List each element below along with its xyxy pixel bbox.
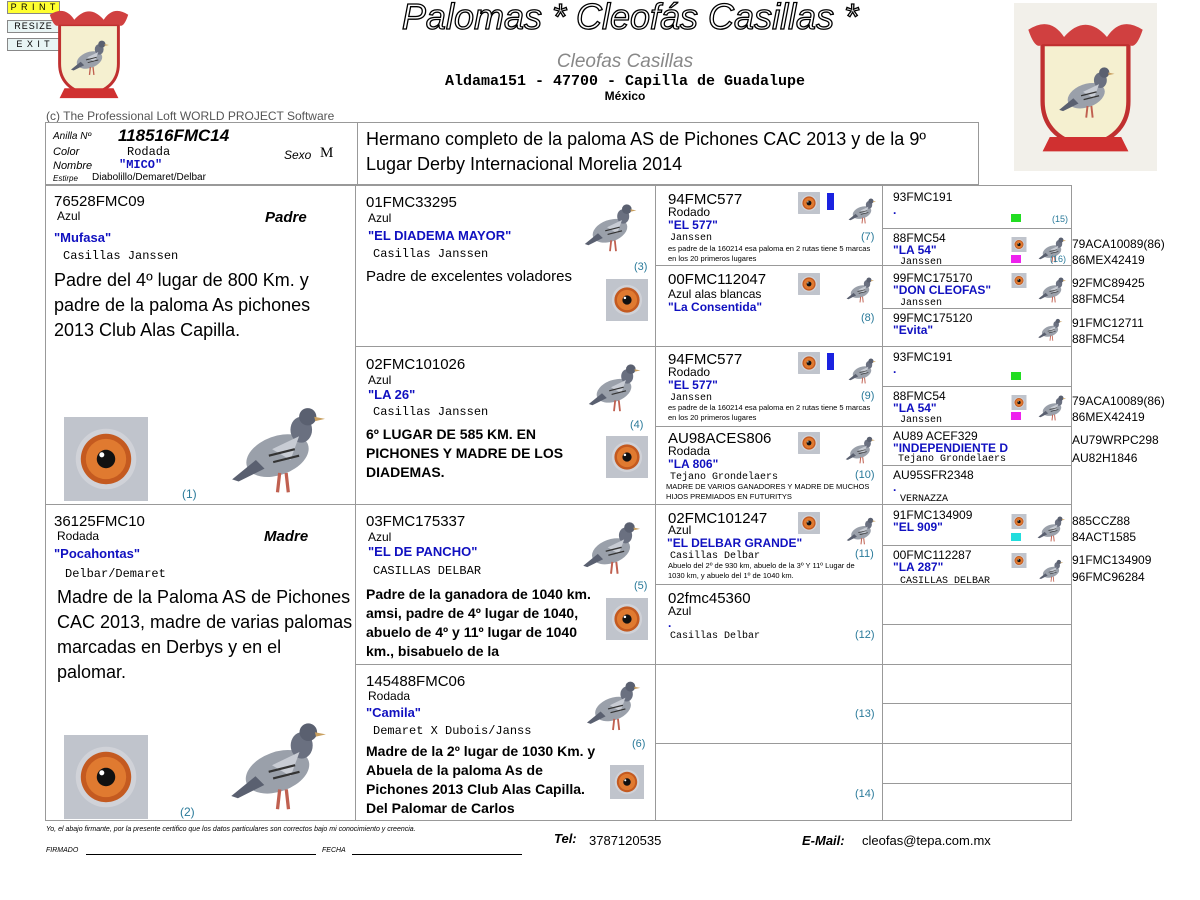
g3-10-eye-photo bbox=[797, 432, 821, 454]
g2-4-color: Rodada bbox=[368, 689, 411, 703]
father-pigeon-photo bbox=[220, 393, 335, 501]
g2-1-remark: Padre de excelentes voladores bbox=[366, 268, 572, 285]
g3-8-number: (8) bbox=[861, 312, 875, 324]
name-label: Nombre bbox=[53, 160, 93, 172]
g5-pair-7 bbox=[1072, 552, 1151, 586]
father-remark: Padre del 4º lugar de 800 Km. y padre de la paloma As pichones 2013 Club Alas Capilla. bbox=[54, 270, 311, 340]
g4-20-ring: 88FMC54 bbox=[893, 389, 946, 403]
g4-22-name: . bbox=[893, 480, 897, 494]
mother-name: "Pocahontas" bbox=[54, 546, 141, 561]
mother-color: Rodada bbox=[57, 529, 100, 543]
g3-12-name: . bbox=[668, 616, 672, 630]
g2-3-color: Azul bbox=[368, 530, 392, 544]
g2-3-pigeon-photo bbox=[578, 513, 644, 579]
exit-button[interactable]: E X I T bbox=[7, 38, 60, 51]
g2-1-number: (3) bbox=[634, 261, 648, 273]
g5-5b: AU82H1846 bbox=[1072, 451, 1138, 465]
g3-11-color: Azul bbox=[668, 523, 692, 537]
father-role: Padre bbox=[265, 209, 307, 226]
ring-label: Anilla Nº bbox=[53, 131, 92, 142]
g4-16-name: "LA 54" bbox=[893, 243, 937, 257]
g3-8-ring: 00FMC112047 bbox=[668, 271, 767, 288]
g4-19-name: . bbox=[893, 362, 897, 376]
g2-4-strain: Demaret X Dubois/Janss bbox=[373, 724, 532, 738]
g3-7-ring: 94FMC577 bbox=[668, 191, 743, 208]
software-credit: (c) The Professional Loft WORLD PROJECT Software bbox=[46, 109, 335, 123]
g3-10-remark: MADRE DE VARIOS GANADORES Y MADRE DE MUCHOS HIJOS PREMIADOS EN FUTURITYS bbox=[666, 482, 870, 501]
g3-7-number: (7) bbox=[861, 231, 875, 243]
g4-23-eye-photo bbox=[1010, 514, 1028, 529]
g3-10-ring: AU98ACES806 bbox=[668, 430, 772, 447]
g4-23-cyan-marker bbox=[1011, 533, 1021, 541]
g2-4-number: (6) bbox=[632, 738, 646, 750]
g4-21-ring: AU89 ACEF329 bbox=[893, 429, 978, 443]
g5-6b: 84ACT1585 bbox=[1072, 530, 1137, 544]
g4-18-pigeon-icon bbox=[1036, 315, 1064, 343]
g5-4a: 79ACA10089(86) bbox=[1072, 394, 1165, 408]
g4-17-eye-photo bbox=[1010, 273, 1028, 288]
g3-7-remark: es padre de la 160214 esa paloma en 2 rutas tiene 5 marcas en los 20 primeros lugares bbox=[668, 244, 871, 263]
father-ring: 76528FMC09 bbox=[54, 193, 145, 210]
g3-9-eye-photo bbox=[797, 352, 821, 374]
g2-2-number: (4) bbox=[630, 419, 644, 431]
g5-5a: AU79WRPC298 bbox=[1072, 433, 1159, 447]
g4-16-eye-photo bbox=[1010, 237, 1028, 252]
subject-strain: Diabolillo/Demaret/Delbar bbox=[92, 172, 206, 183]
g4-21-strain: Tejano Grondelaers bbox=[898, 454, 1007, 465]
g3-10-color: Rodada bbox=[668, 444, 711, 458]
g2-3-eye-photo bbox=[604, 598, 650, 640]
g2-3-number: (5) bbox=[634, 580, 648, 592]
g2-2-color: Azul bbox=[368, 373, 392, 387]
g5-pair-3 bbox=[1072, 315, 1144, 347]
owner-country: México bbox=[604, 89, 646, 103]
g2-4-name: "Camila" bbox=[366, 705, 421, 720]
g4-15-name: . bbox=[893, 203, 897, 217]
subject-color: Rodada bbox=[127, 145, 171, 159]
g3-10-pigeon-icon bbox=[841, 432, 879, 466]
g3-10-name: "LA 806" bbox=[668, 457, 719, 471]
g3-8-color: Azul alas blancas bbox=[668, 287, 762, 301]
g3-8-eye-photo bbox=[797, 273, 821, 295]
g5-6a: 885CCZ88 bbox=[1072, 514, 1131, 528]
father-color: Azul bbox=[57, 209, 81, 223]
g4-24-ring: 00FMC112287 bbox=[893, 548, 972, 562]
g2-2-name: "LA 26" bbox=[368, 387, 416, 402]
tel-value: 3787120535 bbox=[589, 833, 662, 848]
subject-ring: 118516FMC14 bbox=[118, 126, 230, 145]
g2-2-pigeon-photo bbox=[584, 356, 644, 416]
father-number: (1) bbox=[182, 487, 197, 501]
mother-strain: Delbar/Demaret bbox=[65, 567, 166, 581]
mother-number: (2) bbox=[180, 805, 195, 819]
g4-21-name: "INDEPENDIENTE D bbox=[893, 441, 1009, 455]
g4-20-magenta-marker bbox=[1011, 412, 1021, 420]
g4-17-name: "DON CLEOFAS" bbox=[893, 283, 992, 297]
owner-address: Aldama151 - 47700 - Capilla de Guadalupe bbox=[444, 73, 806, 90]
g3-9-name: "EL 577" bbox=[668, 378, 718, 392]
g5-1b: 86MEX42419 bbox=[1072, 253, 1145, 267]
g4-22-ring: AU95SFR2348 bbox=[893, 468, 974, 482]
g5-7b: 96FMC96284 bbox=[1072, 570, 1145, 584]
g5-4b: 86MEX42419 bbox=[1072, 410, 1145, 424]
color-label: Color bbox=[53, 146, 80, 158]
g3-8-name: "La Consentida" bbox=[668, 300, 763, 314]
print-button[interactable]: P R I N T bbox=[7, 1, 60, 14]
g2-3-remark: Padre de la ganadora de 1040 km. amsi, padre de 4º lugar de 1040, abuelo de 4º y 11º lugar de 1040 km., bisabuelo de la bbox=[366, 586, 591, 659]
g2-2-ring: 02FMC101026 bbox=[366, 356, 466, 373]
g3-9-strain: Janssen bbox=[670, 393, 713, 404]
father-strain: Casillas Janssen bbox=[63, 249, 179, 263]
g4-15-green-marker bbox=[1011, 214, 1021, 222]
g2-3-name: "EL DE PANCHO" bbox=[368, 544, 478, 559]
g5-2a: 92FMC89425 bbox=[1072, 276, 1145, 290]
g2-2-strain: Casillas Janssen bbox=[373, 405, 489, 419]
g3-9-number: (9) bbox=[861, 390, 875, 402]
g4-18-name: "Evita" bbox=[893, 323, 934, 337]
page-title: Palomas * Cleofás Casillas * bbox=[401, 0, 859, 37]
g5-7a: 91FMC134909 bbox=[1072, 553, 1152, 567]
g4-16-magenta-marker bbox=[1011, 255, 1021, 263]
g2-1-strain: Casillas Janssen bbox=[373, 247, 489, 261]
g4-16-ring: 88FMC54 bbox=[893, 231, 946, 245]
g5-1a: 79ACA10089(86) bbox=[1072, 237, 1165, 251]
father-eye-photo bbox=[50, 417, 162, 501]
mother-role: Madre bbox=[264, 528, 309, 545]
g3-11-remark: Abuelo del 2º de 930 km, abuelo de la 3º Y 11º Lugar de 1030 km, y abuelo del 1º de 1040 km. bbox=[668, 561, 855, 580]
g2-2-eye-photo bbox=[604, 436, 650, 478]
g2-4-ring: 145488FMC06 bbox=[366, 673, 466, 690]
mother-eye-photo bbox=[50, 735, 162, 819]
g4-24-name: "LA 287" bbox=[893, 560, 944, 574]
mother-remark: Madre de la Paloma AS de Pichones CAC 2013, madre de varias palomas marcadas en Derbys y en el palomar. bbox=[57, 587, 353, 682]
g4-17-ring: 99FMC175170 bbox=[893, 271, 973, 285]
g4-22-strain: VERNAZZA bbox=[900, 494, 949, 505]
g2-1-eye-photo bbox=[604, 279, 650, 321]
g3-11-ring: 02FMC101247 bbox=[668, 510, 768, 527]
g3-7-eye-photo bbox=[797, 192, 821, 214]
g4-24-pigeon-icon bbox=[1036, 556, 1066, 584]
g4-24-eye-photo bbox=[1010, 553, 1028, 568]
g3-12-strain: Casillas Delbar bbox=[670, 631, 761, 642]
g3-7-pigeon-icon bbox=[846, 194, 878, 226]
g2-4-remark: Madre de la 2º lugar de 1030 Km. y Abuela de la paloma As de Pichones 2013 Club Alas Capilla. Del Palomar de Carlos bbox=[366, 743, 596, 816]
g3-12-ring: 02fmc45360 bbox=[668, 590, 751, 607]
g3-12-color: Azul bbox=[668, 604, 692, 618]
g4-17-pigeon-icon bbox=[1036, 272, 1068, 306]
g4-15-number: (15) bbox=[1052, 214, 1069, 224]
g4-19-green-marker bbox=[1011, 372, 1021, 380]
g4-20-name: "LA 54" bbox=[893, 401, 937, 415]
g5-pair-2 bbox=[1072, 275, 1145, 307]
g3-13-number: (13) bbox=[855, 708, 875, 720]
g3-11-name: "EL DELBAR GRANDE" bbox=[667, 536, 803, 550]
g4-23-pigeon-icon bbox=[1034, 512, 1068, 544]
g2-3-strain: CASILLAS DELBAR bbox=[373, 564, 482, 578]
email-value: cleofas@tepa.com.mx bbox=[862, 833, 991, 848]
certify-text: Yo, el abajo firmante, por la presente certifico que los datos particulares son correctos bajo mi conocimiento y creencia. bbox=[46, 826, 416, 833]
g3-7-strain: Janssen bbox=[670, 233, 713, 244]
signed-label: FIRMADO bbox=[46, 847, 79, 854]
g2-4-pigeon-photo bbox=[582, 673, 644, 735]
g4-18-ring: 99FMC175120 bbox=[893, 311, 973, 325]
resize-button[interactable]: RESIZE bbox=[7, 20, 60, 33]
g4-19-ring: 93FMC191 bbox=[893, 350, 953, 364]
g4-23-ring: 91FMC134909 bbox=[893, 508, 973, 522]
g3-9-remark: es padre de la 160214 esa paloma en 2 rutas tiene 5 marcas en los 20 primeros lugares bbox=[668, 403, 871, 422]
g3-9-blue-marker bbox=[827, 353, 834, 370]
g3-11-number: (11) bbox=[855, 548, 874, 560]
g4-16-number: (16) bbox=[1050, 254, 1067, 264]
g2-1-color: Azul bbox=[368, 211, 392, 225]
g3-11-eye-photo bbox=[797, 512, 821, 534]
g2-3-ring: 03FMC175337 bbox=[366, 513, 466, 530]
g2-1-ring: 01FMC33295 bbox=[366, 194, 457, 211]
strain-label: Estirpe bbox=[53, 174, 78, 183]
owner-name: Cleofas Casillas bbox=[556, 51, 694, 72]
date-line bbox=[352, 854, 522, 855]
mother-ring: 36125FMC10 bbox=[54, 513, 145, 530]
g4-20-pigeon-icon bbox=[1035, 391, 1069, 423]
g4-23-name: "EL 909" bbox=[893, 520, 943, 534]
g2-4-eye-photo bbox=[604, 765, 650, 799]
crest-left-logo bbox=[40, 2, 138, 106]
g3-8-pigeon-icon bbox=[844, 272, 876, 306]
g3-7-color: Rodado bbox=[668, 205, 711, 219]
g4-24-strain: CASILLAS DELBAR bbox=[900, 576, 991, 587]
crest-right-logo bbox=[1014, 3, 1157, 171]
g4-20-strain: Janssen bbox=[900, 415, 943, 426]
g3-9-ring: 94FMC577 bbox=[668, 351, 743, 368]
sex-label: Sexo bbox=[284, 148, 312, 162]
g2-2-remark: 6º LUGAR DE 585 KM. EN PICHONES Y MADRE DE LOS DIADEMAS. bbox=[366, 426, 564, 480]
g3-11-pigeon-icon bbox=[844, 513, 878, 547]
subject-remark: Hermano completo de la paloma AS de Pichones CAC 2013 y de la 9º Lugar Derby Internacional Morelia 2014 bbox=[366, 129, 926, 174]
g5-2b: 88FMC54 bbox=[1072, 292, 1125, 306]
subject-sex: M bbox=[320, 145, 334, 161]
g5-pair-1 bbox=[1072, 236, 1165, 268]
g3-7-name: "EL 577" bbox=[668, 218, 718, 232]
g2-1-pigeon-photo bbox=[580, 195, 640, 257]
email-label: E-Mail: bbox=[802, 833, 845, 848]
signature-line bbox=[86, 854, 316, 855]
tel-label: Tel: bbox=[554, 831, 577, 846]
g5-pair-4 bbox=[1072, 393, 1165, 425]
g3-10-strain: Tejano Grondelaers bbox=[670, 472, 779, 483]
g3-11-strain: Casillas Delbar bbox=[670, 551, 761, 562]
father-name: "Mufasa" bbox=[54, 230, 112, 245]
g5-3b: 88FMC54 bbox=[1072, 332, 1125, 346]
subject-name: "MICO" bbox=[119, 158, 163, 172]
mother-pigeon-photo bbox=[215, 708, 340, 818]
g3-14-number: (14) bbox=[855, 788, 875, 800]
g5-3a: 91FMC12711 bbox=[1072, 316, 1144, 330]
date-label: FECHA bbox=[322, 847, 346, 854]
g4-20-eye-photo bbox=[1010, 395, 1028, 410]
g5-pair-6 bbox=[1072, 513, 1136, 545]
g4-15-ring: 93FMC191 bbox=[893, 190, 953, 204]
g4-16-strain: Janssen bbox=[900, 257, 943, 268]
g3-7-blue-marker bbox=[827, 193, 834, 210]
g3-9-color: Rodado bbox=[668, 365, 711, 379]
g3-12-number: (12) bbox=[855, 629, 875, 641]
g5-pair-5 bbox=[1072, 431, 1159, 467]
g2-1-name: "EL DIADEMA MAYOR" bbox=[368, 228, 512, 243]
g3-9-pigeon-icon bbox=[846, 354, 878, 386]
g4-17-strain: Janssen bbox=[900, 298, 943, 309]
g3-10-number: (10) bbox=[855, 469, 875, 481]
